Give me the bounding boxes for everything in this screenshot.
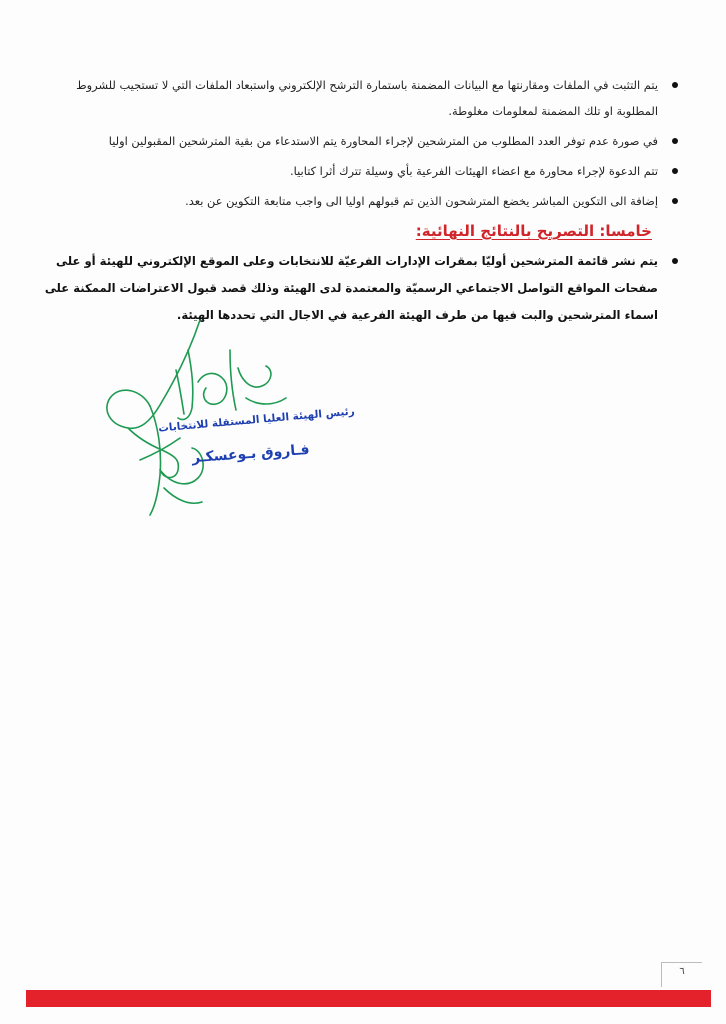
list-item-text: تتم الدعوة لإجراء محاورة مع اعضاء الهيئات الفرعية بأي وسيلة تترك أثرا كتابيا. — [290, 164, 658, 178]
bullet-icon — [672, 258, 678, 264]
section-heading: خامسا: التصريح بالنتائج النهائية: — [415, 222, 652, 240]
procedure-list — [36, 72, 682, 214]
list-item-text: في صورة عدم توفر العدد المطلوب من المترشحين لإجراء المحاورة يتم الاستدعاء من بقية المترشحين المقبولين اوليا — [108, 134, 658, 148]
list-item — [36, 158, 682, 184]
signatory-name: فـاروق بـوعسكـر — [191, 441, 311, 467]
bullet-icon — [672, 198, 678, 204]
list-item — [36, 128, 682, 154]
bullet-icon — [672, 82, 678, 88]
bullet-icon — [672, 138, 678, 144]
bullet-icon — [672, 168, 678, 174]
list-item-text: يتم نشر قائمة المترشحين أوليّا بمقرات الإدارات الفرعيّة للانتخابات وعلى الموقع الإلكتروني للهيئة أو على صفحات المواقع التواصل الاجتماعي الرسميّة والمعتمدة لدى الهيئة وذلك قصد قبول الاعتراضات الممكنة على اسماء المترشحين والبت فيها من طرف الهيئة الفرعية في الاجال التي تحددها الهيئة. — [44, 254, 658, 322]
document-body — [36, 72, 682, 333]
list-item-text: إضافة الى التكوين المباشر يخضع المترشحون الذين تم قبولهم اوليا الى واجب متابعة التكوين عن بعد. — [185, 194, 658, 208]
list-item — [36, 188, 682, 214]
list-item-text: يتم التثبت في الملفات ومقارنتها مع البيانات المضمنة باستمارة الترشح الإلكتروني واستبعاد الملفات التي لا تستجيب للشروط المطلوبة او تلك المضمنة لمعلومات مغلوطة. — [76, 78, 658, 118]
footer-bar — [26, 990, 711, 1007]
list-item — [36, 72, 682, 124]
page-number: ٦ — [661, 962, 702, 987]
signatory-title: رئيس الهيئة العليا المستقلة للانتخابات — [157, 405, 356, 435]
